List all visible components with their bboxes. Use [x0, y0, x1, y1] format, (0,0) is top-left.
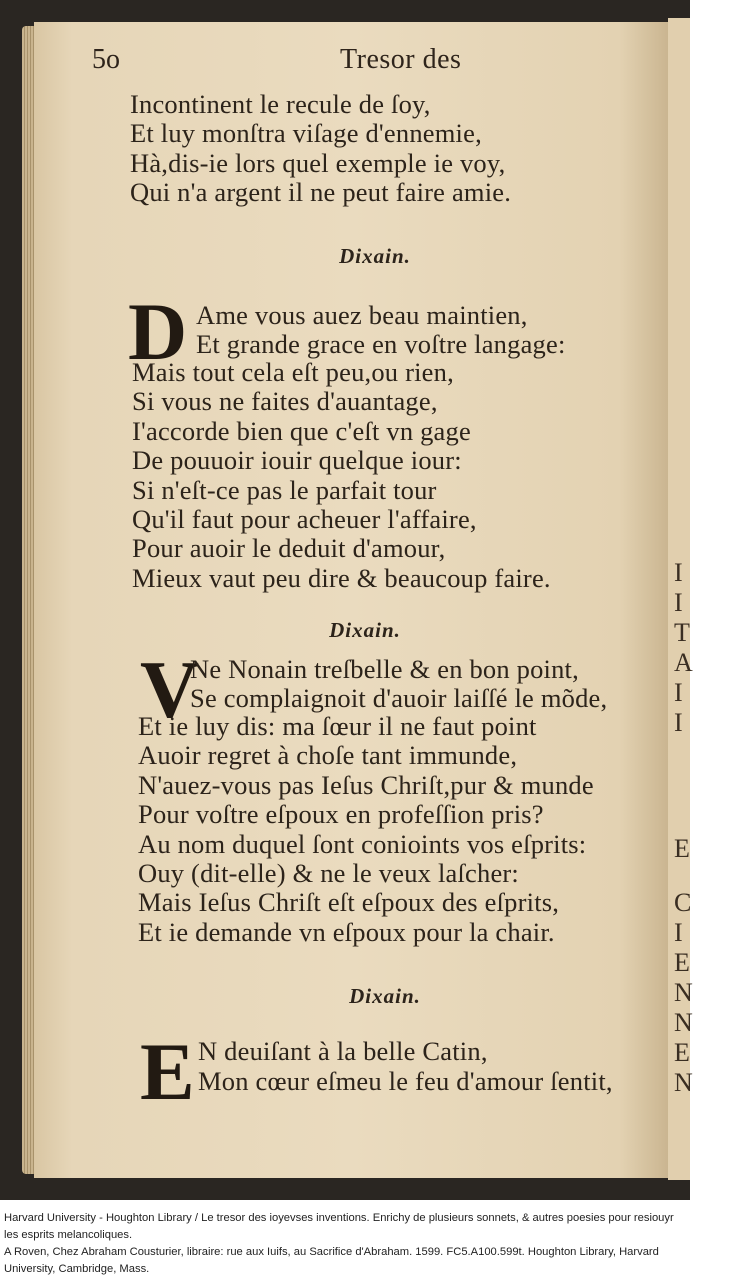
- verse-line: Hà,dis-ie lors quel exemple ie voy,: [130, 147, 506, 178]
- verse-line: N deuiſant à la belle Catin,: [198, 1036, 488, 1066]
- poem-body: [132, 358, 692, 593]
- poem-title: Dixain.: [349, 984, 421, 1008]
- verse-line: Ame vous auez beau maintien,: [196, 300, 528, 330]
- verse-line: Qu'il faut pour acheuer l'affaire,: [132, 503, 477, 534]
- verse-line: Mais Ieſus Chriſt eſt eſpoux des eſprits,: [138, 887, 560, 918]
- drop-capital: E: [140, 1026, 195, 1117]
- verse-line: Incontinent le recule de ſoy,: [130, 89, 431, 119]
- verse-line: Si vous ne faites d'auantage,: [132, 386, 438, 417]
- facing-fragment: C: [674, 888, 692, 917]
- verse-line: De pouuoir iouir quelque iour:: [132, 445, 462, 476]
- facing-fragment: I: [674, 588, 683, 617]
- verse-line: Et luy monſtra viſage d'ennemie,: [130, 118, 482, 149]
- facing-fragment: N: [674, 1008, 693, 1037]
- facing-fragment: I: [674, 558, 683, 587]
- drop-capital: V: [140, 644, 200, 735]
- facing-fragment: T: [674, 618, 690, 647]
- verse-line: Et grande grace en voſtre langage:: [196, 329, 566, 359]
- poem-title: Dixain.: [339, 244, 411, 268]
- facing-fragment: E: [674, 834, 690, 863]
- verse-line: Au nom duquel ſont conioints vos eſprits:: [138, 828, 587, 859]
- verse-line: Et ie demande vn eſpoux pour la chair.: [138, 916, 555, 947]
- opening-stanza: [130, 90, 690, 208]
- verse-line: I'accorde bien que c'eſt vn gage: [132, 415, 471, 446]
- image-caption: [4, 1210, 686, 1278]
- verse-line: Mon cœur eſmeu le feu d'amour ſentit,: [198, 1066, 613, 1096]
- verse-line: Qui n'a argent il ne peut faire amie.: [130, 177, 512, 208]
- verse-line: Se complaignoit d'auoir laiſſé le mõde,: [190, 683, 608, 713]
- caption-line-1: Harvard University - Houghton Library / Le tresor des ioyevses inventions. Enrichy de plusieurs sonnets, & autres poesies pour resiouyr les esprits melancoliques.: [4, 1212, 674, 1241]
- facing-fragment: A: [674, 648, 693, 677]
- verse-line: Pour auoir le deduit d'amour,: [132, 533, 446, 564]
- facing-fragment: N: [674, 978, 693, 1007]
- caption-line-2: A Roven, Chez Abraham Cousturier, libraire: rue aux Iuifs, au Sacrifice d'Abraham. 1599. FC5.A100.599t. Houghton Library, Harvard University, Cambridge, Mass.: [4, 1246, 659, 1275]
- page-number: 5o: [92, 44, 120, 75]
- verse-line: Si n'eſt-ce pas le parfait tour: [132, 474, 437, 505]
- facing-fragment: E: [674, 1038, 690, 1067]
- verse-line: Et ie luy dis: ma ſœur il ne faut point: [138, 711, 537, 741]
- verse-line: Mieux vaut peu dire & beaucoup faire.: [132, 562, 551, 593]
- verse-line: Pour voſtre eſpoux en profeſſion pris?: [138, 799, 544, 830]
- poem-body: [138, 712, 698, 947]
- facing-fragment: I: [674, 918, 683, 947]
- facing-fragment: I: [674, 708, 683, 737]
- page-header: [92, 44, 650, 84]
- facing-fragment: I: [674, 678, 683, 707]
- verse-line: Ouy (dit-elle) & ne le veux laſcher:: [138, 857, 519, 888]
- drop-capital: D: [128, 286, 188, 377]
- facing-fragment: N: [674, 1068, 693, 1097]
- verse-line: N'auez-vous pas Ieſus Chriſt,pur & munde: [138, 769, 594, 800]
- poem-title: Dixain.: [329, 618, 401, 642]
- verse-line: Mais tout cela eſt peu,ou rien,: [132, 357, 454, 387]
- facing-fragment: E: [674, 948, 690, 977]
- verse-line: Auoir regret à choſe tant immunde,: [138, 740, 518, 771]
- running-head: Tresor des: [340, 44, 462, 75]
- verse-line: Ne Nonain treſbelle & en bon point,: [190, 654, 579, 684]
